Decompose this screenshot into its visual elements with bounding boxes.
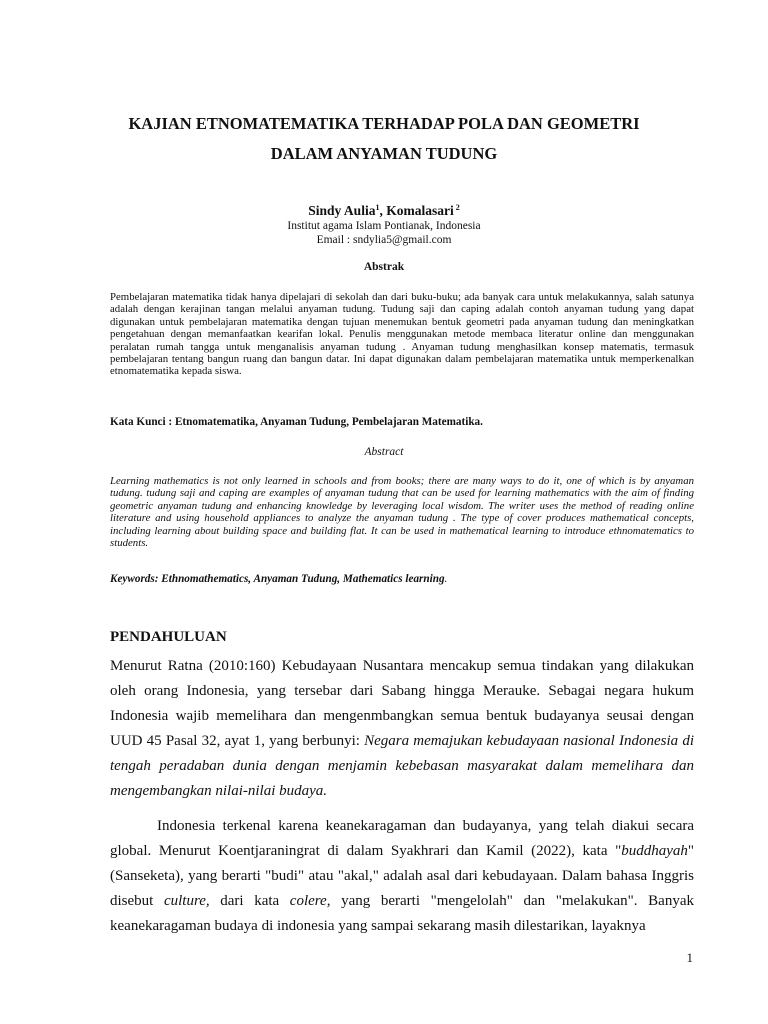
- author-2-superscript: 2: [453, 203, 460, 212]
- author-affiliation: Institut agama Islam Pontianak, Indonesia: [287, 220, 481, 232]
- paragraph-2: [110, 814, 694, 939]
- author-1-name: Sindy Aulia: [308, 203, 376, 218]
- paragraph-2-part-a: Indonesia terkenal karena keanekaragaman dan budayanya, yang telah diakui secara global. Menurut Koentjaraningrat di dalam Syakhrari dan Kamil (2022), kata ": [110, 818, 694, 859]
- kata-kunci: Kata Kunci : Etnomatematika, Anyaman Tudung, Pembelajaran Matematika.: [110, 416, 483, 428]
- paragraph-1-text: Menurut Ratna (2010:160) Kebudayaan Nusantara mencakup semua tindakan yang dilakukan oleh orang Indonesia, yang tersebar dari Sabang hingga Merauke. Sebagai negara hukum Indonesia wajib memelihara dan mengenmbangkan semua bentuk budayanya seusai dengan UUD 45 Pasal 32, ayat 1, yang berbunyi:: [110, 658, 694, 749]
- abstrak-heading: Abstrak: [363, 261, 405, 273]
- page-number: 1: [686, 950, 693, 965]
- abstract-heading: Abstract: [364, 446, 404, 458]
- author-line: [60, 202, 708, 220]
- paragraph-2-part-e: dari kata: [209, 893, 290, 909]
- abstrak-text: Pembelajaran matematika tidak hanya dipelajari di sekolah dan dari buku-buku; ada banyak cara untuk melakukannya, salah satunya adalah dengan kerajinan tangan melalui anyaman tudung. Tudung saji dan caping adalah contoh anyaman tudung yang dapat digunakan untuk pembelajaran matematika dengan tujuan menemukan bentuk geometri pada anyaman tudung dan meningkatkan pengetahuan dengan memanfaatkan kearifan lokal. Penulis menggunakan metode membaca literatur online dan menggunakan peralatan rumah tangga untuk menganalisis anyaman tudung . Anyaman tudung menghasilkan konsep matematis, termasuk pembelajaran tentang bangun ruang dan bangun datar. Ini dapat digunakan dalam pembelajaran matematika untuk memperkenalkan etnomatematika kepada siswa.: [110, 291, 694, 378]
- paragraph-1: [110, 654, 694, 804]
- keywords-text: Keywords: Ethnomathematics, Anyaman Tudung, Mathematics learning: [110, 573, 445, 585]
- section-heading-pendahuluan: PENDAHULUAN: [110, 629, 227, 645]
- paragraph-1-quote: Negara memajukan kebudayaan nasional Indonesia di tengah peradaban dunia dengan menjamin kebebasan masyarakat dalam memelihara dan mengembangkan nilai-nilai budaya.: [110, 733, 694, 799]
- author-separator: ,: [379, 203, 387, 218]
- paper-title-line-1: KAJIAN ETNOMATEMATIKA TERHADAP POLA DAN GEOMETRI: [128, 114, 640, 133]
- keywords: [110, 573, 694, 585]
- author-email: Email : sndylia5@gmail.com: [316, 234, 452, 246]
- abstract-text: Learning mathematics is not only learned in schools and from books; there are many ways to do it, one of which is by anyaman tudung. tudung saji and caping are examples of anyaman tudung that can be used for learning mathematics with the aim of finding geometric anyaman tudung and enhancing knowledge by leveraging local wisdom. The writer uses the method of reading online literature and using household appliances to analyze the anyaman tudung . The type of cover produces mathematical concepts, including learning about building space and building flat. It can be used in mathematical learning to introduce ethnomatematics to students.: [110, 475, 694, 550]
- author-1-superscript: 1: [375, 203, 380, 212]
- paper-title-line-2: DALAM ANYAMAN TUDUNG: [270, 144, 498, 163]
- author-2-name: Komalasari: [386, 203, 454, 218]
- paragraph-2-term-colere: colere,: [289, 893, 331, 909]
- paragraph-2-part-g: yang berarti "mengelolah" dan "melakukan". Banyak keanekaragaman budaya di indonesia yang sampai sekarang masih dilestarikan, layaknya: [110, 893, 694, 934]
- paragraph-2-term-culture: culture,: [163, 893, 210, 909]
- paragraph-2-term-buddhayah: buddhayah: [621, 843, 688, 859]
- keywords-period: .: [444, 573, 448, 585]
- paragraph-2-part-c: " (Sanseketa), yang berarti "budi" atau "akal," adalah asal dari kebudayaan. Dalam bahasa Inggris disebut: [110, 843, 694, 909]
